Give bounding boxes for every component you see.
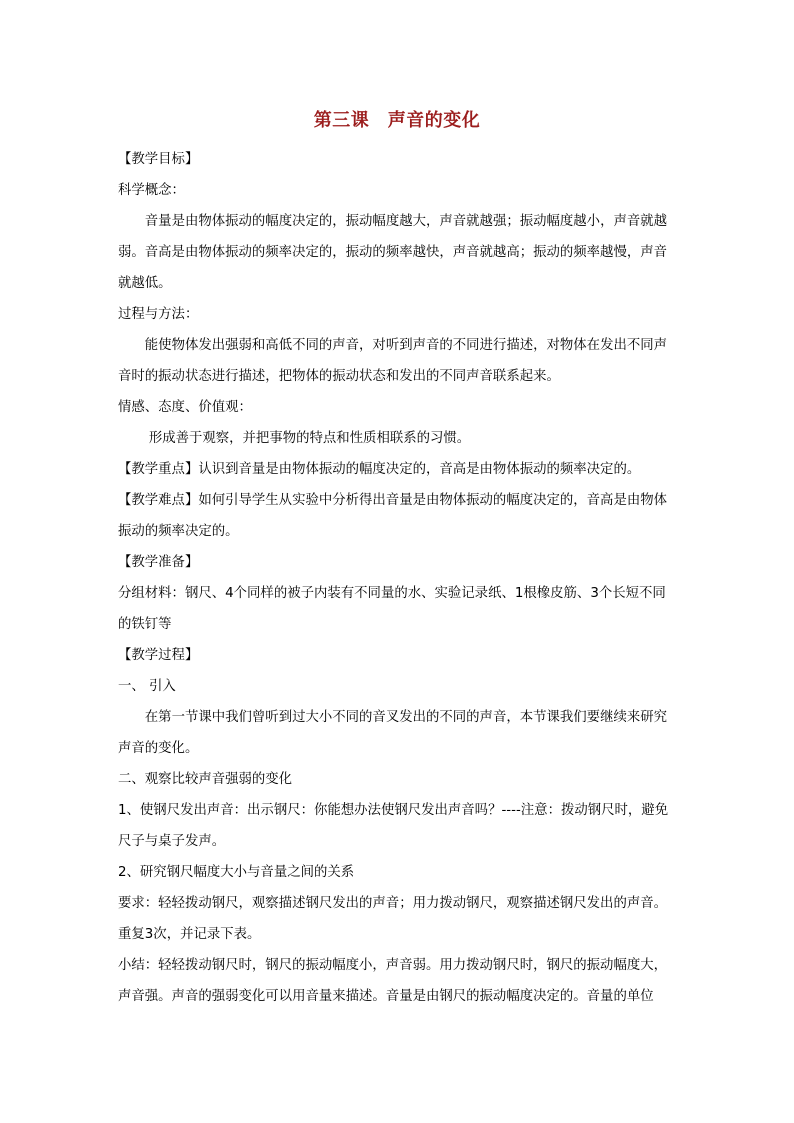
subheading-introduction: 一、 引入 xyxy=(118,679,176,694)
section-heading-process: 【教学过程】 xyxy=(118,648,199,663)
subheading-attitudes-values: 情感、态度、价值观： xyxy=(118,400,252,415)
paragraph-concepts: 音量是由物体振动的幅度决定的，振动幅度越大，声音就越强；振动幅度越小，声音就越弱。音高是由物体振动的频率决定的，振动的频率越快，声音就越高；振动的频率越慢，声音就越低。 xyxy=(118,214,668,291)
section-heading-objectives: 【教学目标】 xyxy=(118,152,199,167)
paragraph-process-methods: 能使物体发出强弱和高低不同的声音，对听到声音的不同进行描述，对物体在发出不同声音时的振动状态进行描述，把物体的振动状态和发出的不同声音联系起来。 xyxy=(118,338,668,384)
paragraph-attitudes-values: 形成善于观察，并把事物的特点和性质相联系的习惯。 xyxy=(148,431,471,446)
paragraph-difficulties: 【教学难点】如何引导学生从实验中分析得出音量是由物体振动的幅度决定的，音高是由物体振动的频率决定的。 xyxy=(118,493,668,539)
subheading-process-methods: 过程与方法： xyxy=(118,307,199,322)
subheading-science-concepts: 科学概念： xyxy=(118,183,185,198)
document-body xyxy=(118,144,678,1012)
paragraph-requirements: 要求：轻轻拨动钢尺，观察描述钢尺发出的声音；用力拨动钢尺，观察描述钢尺发出的声音。重复3次，并记录下表。 xyxy=(118,896,668,942)
paragraph-step-2: 2、研究钢尺幅度大小与音量之间的关系 xyxy=(118,865,355,880)
subheading-observe-loudness: 二、观察比较声音强弱的变化 xyxy=(118,772,293,787)
document-title: 第三课 声音的变化 xyxy=(313,110,481,131)
paragraph-step-1: 1、使钢尺发出声音：出示钢尺：你能想办法使钢尺发出声音吗？----注意：拨动钢尺时，避免尺子与桌子发声。 xyxy=(118,803,669,849)
section-heading-preparation: 【教学准备】 xyxy=(118,555,199,570)
paragraph-summary: 小结：轻轻拨动钢尺时，钢尺的振动幅度小，声音弱。用力拨动钢尺时，钢尺的振动幅度大，声音强。声音的强弱变化可以用音量来描述。音量是由钢尺的振动幅度决定的。音量的单位 xyxy=(118,958,668,1004)
paragraph-key-points: 【教学重点】认识到音量是由物体振动的幅度决定的，音高是由物体振动的频率决定的。 xyxy=(118,462,641,477)
paragraph-introduction: 在第一节课中我们曾听到过大小不同的音叉发出的不同的声音，本节课我们要继续来研究声音的变化。 xyxy=(118,710,668,756)
paragraph-materials: 分组材料：钢尺、4个同样的被子内装有不同量的水、实验记录纸、1根橡皮筋、3个长短不同的铁钉等 xyxy=(118,586,666,632)
